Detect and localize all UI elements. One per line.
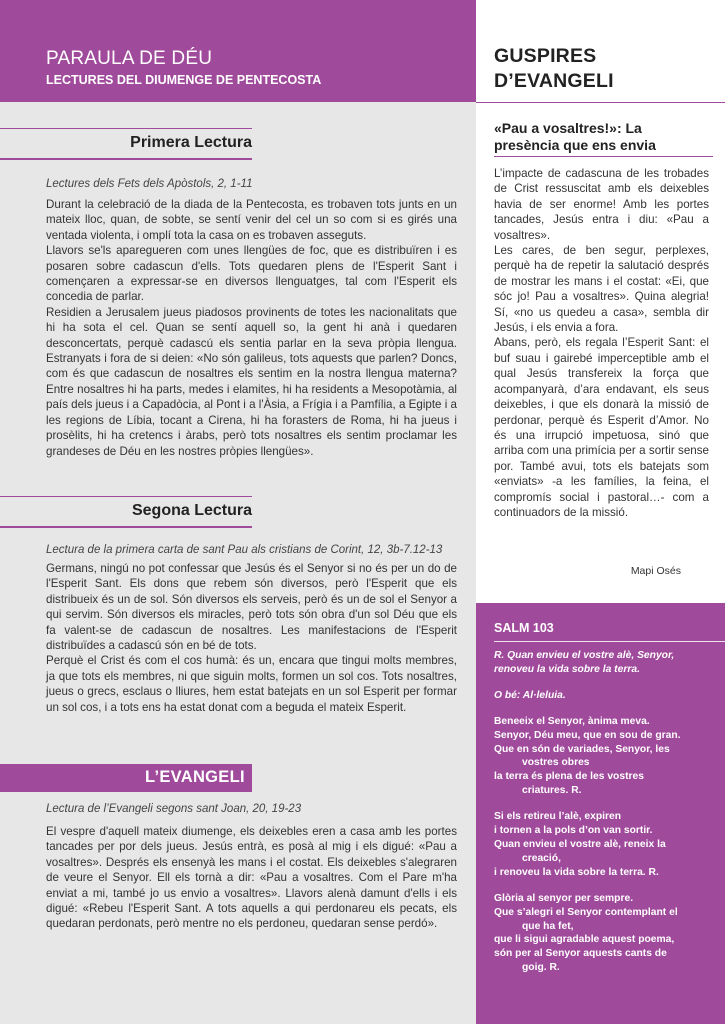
reflection-title: «Pau a vosaltres!»: La presència que ens envia bbox=[494, 120, 656, 153]
reflection-author: Mapi Osés bbox=[630, 565, 681, 577]
segona-lectura-reference: Lectura de la primera carta de sant Pau als cristians de Corint, 12, 3b-7.12-13 bbox=[46, 544, 443, 556]
heading-underline bbox=[0, 526, 252, 528]
paragraph: Abans, però, els regala l’Esperit Sant: el buf suau i gairebé imperceptible amb el qual Jesús transfereix la força que acompanyarà, d’ara endavant, els seus deixebles, i que els donarà la missió de perdonar, perquè és Esperit d’Amor. No és una irrupció impetuosa, sinó que arriba com una primícia per a sortir sense por. També avui, tots els batejats som «enviats» -a les famílies, la feina, el compromís social i pastoral…- com a continuadors de la missió. bbox=[494, 336, 709, 519]
psalm-line: Glòria al senyor per sempre. bbox=[494, 892, 634, 904]
psalm-response: R. Quan envieu el vostre alè, Senyor, renoveu la vida sobre la terra. bbox=[494, 650, 675, 675]
psalm-line: Que s’alegri el Senyor contemplant el bbox=[494, 906, 678, 918]
psalm-alternative: O bé: Al·leluia. bbox=[494, 689, 566, 701]
heading-top-rule bbox=[0, 128, 252, 129]
psalm-line: vostres obres bbox=[522, 757, 590, 769]
psalm-title-rule bbox=[494, 641, 725, 642]
header-divider bbox=[476, 102, 725, 103]
reflection-title-rule bbox=[494, 156, 713, 157]
paragraph: L’impacte de cadascuna de les trobades de Crist ressuscitat amb els deixebles havia de ser enorme! Amb les portes tancades, Jesús entra i diu: «Pau a vosaltres». bbox=[494, 167, 709, 242]
guspires-header-line2: D’EVANGELI bbox=[494, 70, 614, 92]
primera-lectura-heading bbox=[0, 128, 252, 160]
paragraph: Llavors se'ls aparegueren com unes llengües de foc, que es distribuïren i es posaren sobre cadascun d'ells. Tots quedaren plens de l'Esperit Sant i començaren a expressar-se en diversos llenguatges, tal com l'Esperit els concedia de parlar. bbox=[46, 244, 457, 304]
psalm-line: Beneeix el Senyor, ànima meva. bbox=[494, 715, 650, 727]
psalm-line: criatures. R. bbox=[522, 785, 582, 797]
psalm-text bbox=[494, 649, 714, 975]
heading-label: Segona Lectura bbox=[131, 502, 252, 519]
primera-lectura-text bbox=[46, 197, 457, 459]
paragraph: Residien a Jerusalem jueus piadosos provinents de totes les nacionalitats que hi ha sota el cel. Quan se sentí aquell so, la gent hi anà i quedaren desconcertats, perquè cadascú els sentia parlar en la seva pròpia llengua. Estranyats i fora de si deien: «No són galileus, tots aquests que parlen? Doncs, com és que cadascun de nosaltres els sentim en la nostra llengua materna? Entre nosaltres hi ha parts, medes i elamites, hi ha residents a Mesopotàmia, al país dels jueus i a Capadòcia, al Pont i a l'Àsia, a Frígia i a Pamfília, a Egipte i a les regions de Líbia, tocant a Cirena, hi ha forasters de Roma, hi ha jueus i prosèlits, hi ha cretencs i àrabs, però tots nosaltres els sentim proclamar les grandeses de Déu en les nostres pròpies llengües». bbox=[46, 305, 457, 458]
header-banner bbox=[0, 0, 476, 102]
psalm-line: que ha fet, bbox=[522, 920, 574, 932]
paragraph: Perquè el Crist és com el cos humà: és un, encara que tingui molts membres, ja que tots els membres, ni que siguin molts, formen un sol cos. Tots nosaltres, jueus o grecs, esclaus o lliures, hem estat batejats en un sol Esperit per formar un sol cos, i a tots ens ha estat donat com a beguda el mateix Esperit. bbox=[46, 654, 457, 714]
segona-lectura-heading bbox=[0, 496, 252, 528]
psalm-line: i tornen a la pols d’on van sortir. bbox=[494, 825, 653, 837]
psalm-title: SALM 103 bbox=[494, 621, 554, 635]
psalm-line: i renoveu la vida sobre la terra. R. bbox=[494, 866, 659, 878]
psalm-line: Que en són de variades, Senyor, les bbox=[494, 743, 670, 755]
heading-label: L’EVANGELI bbox=[145, 768, 245, 786]
psalm-line: Senyor, Déu meu, que en sou de gran. bbox=[494, 729, 681, 741]
primera-lectura-reference: Lectures dels Fets dels Apòstols, 2, 1-11 bbox=[46, 178, 253, 190]
evangeli-heading bbox=[0, 764, 252, 792]
heading-label: Primera Lectura bbox=[130, 134, 252, 151]
heading-top-rule bbox=[0, 496, 252, 497]
psalm-line: la terra és plena de les vostres bbox=[494, 771, 644, 783]
psalm-line: Quan envieu el vostre alè, reneix la bbox=[494, 838, 666, 850]
evangeli-reference: Lectura de l’Evangeli segons sant Joan, 20, 19-23 bbox=[46, 803, 302, 815]
psalm-line: goig. R. bbox=[522, 962, 560, 974]
guspires-header bbox=[494, 44, 614, 94]
paragraph: El vespre d'aquell mateix diumenge, els deixebles eren a casa amb les portes tancades per por dels jueus. Jesús entrà, es posà al mig i els digué: «Pau a vosaltres». Després els ensenyà les mans i el costat. Els deixebles s'alegraren de veure el Senyor. Ell els tornà a dir: «Pau a vosaltres. Com el Pare m'ha enviat a mi, també jo us envio a vosaltres». Llavors alenà damunt d'ells i els digué: «Rebeu l'Esperit Sant. A tots aquells a qui perdonareu els pecats, els quedaran perdonats, però mentre no els perdoneu, quedaran sense perdó». bbox=[46, 825, 457, 931]
psalm-line: que li sigui agradable aquest poema, bbox=[494, 934, 675, 946]
paragraph: Germans, ningú no pot confessar que Jesús és el Senyor si no és per un do de l'Esperit Sant. Els dons que rebem són diversos, però l'Esperit que els distribueix és un de sol. Són diversos els serveis, però és un de sol el Senyor a qui servim. Són diversos els miracles, però tots són obra d'un sol Déu que els fa valent-se de cadascun de nosaltres. Les manifestacions de l'Esperit distribuïdes a cadascú són en bé de tots. bbox=[46, 562, 457, 653]
paragraph: Les cares, de ben segur, perplexes, perquè ha de repetir la salutació després de mostrar les mans i el costat: «Ei, que sóc jo! Pau a vosaltres». Quina alegria! Sí, «no us quedeu a casa», sembla dir Jesús, i els envia a fora. bbox=[494, 244, 709, 335]
psalm-box bbox=[476, 603, 725, 1024]
heading-underline bbox=[0, 158, 252, 160]
paragraph: Durant la celebració de la diada de la Pentecosta, es trobaven tots junts en un mateix lloc, quan, de sobte, se sentí venir del cel un so com si es girés una ventada violenta, i omplí tota la casa on es trobaven asseguts. bbox=[46, 198, 457, 242]
psalm-line: creació, bbox=[522, 852, 561, 864]
page-title: PARAULA DE DÉU bbox=[46, 48, 213, 69]
page-subtitle: LECTURES DEL DIUMENGE DE PENTECOSTA bbox=[46, 73, 322, 87]
reflection-text bbox=[494, 166, 709, 520]
evangeli-text bbox=[46, 824, 457, 932]
guspires-header-line1: GUSPIRES bbox=[494, 45, 597, 67]
psalm-line: són per al Senyor aquests cants de bbox=[494, 948, 667, 960]
psalm-line: Si els retireu l’alè, expiren bbox=[494, 811, 622, 823]
segona-lectura-text bbox=[46, 561, 457, 715]
